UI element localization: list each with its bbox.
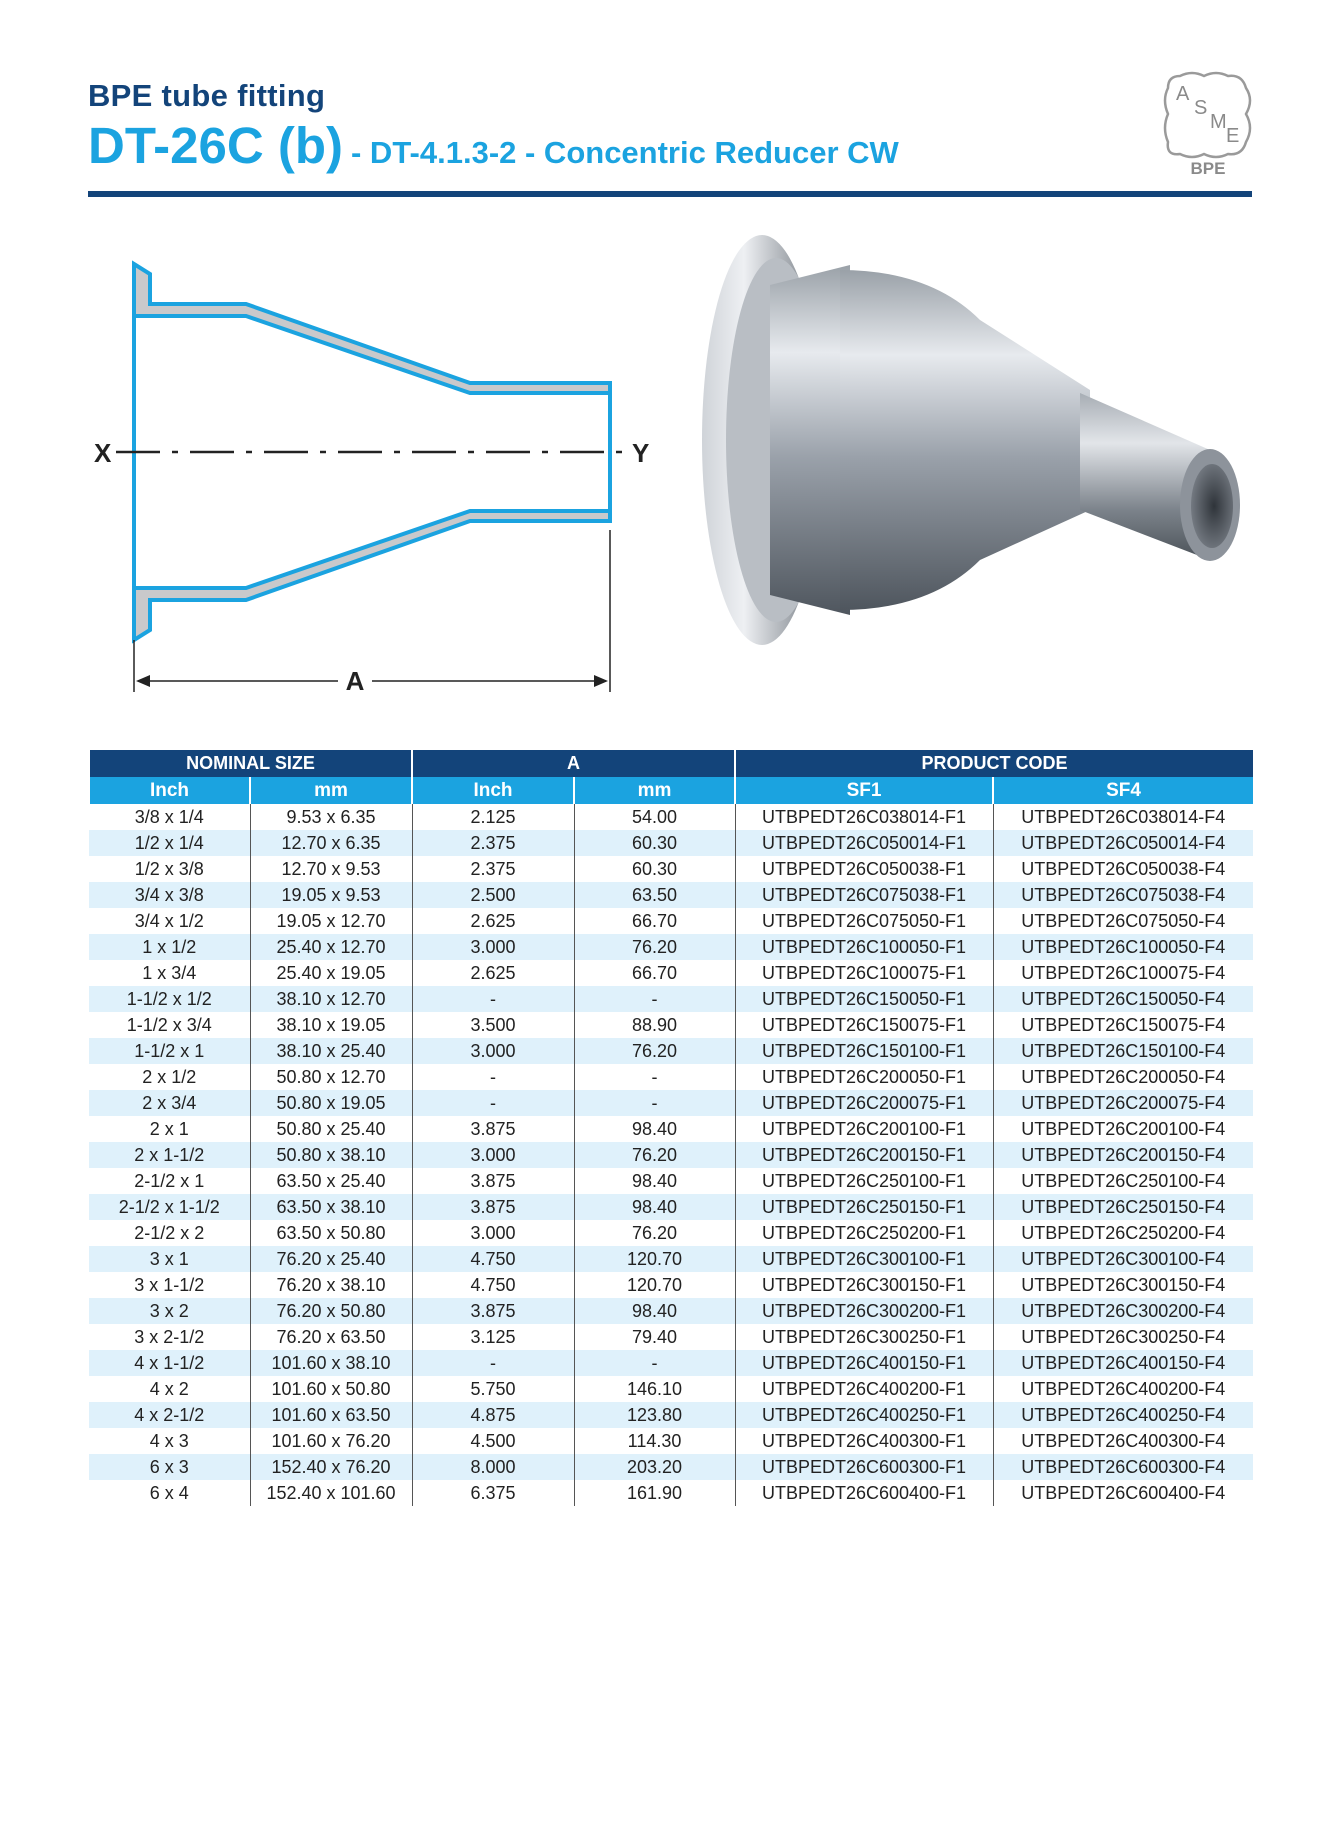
table-row (89, 1350, 1253, 1376)
cell-a-mm: 54.00 (574, 804, 735, 830)
cell-code-sf1: UTBPEDT26C400200-F1 (735, 1376, 993, 1402)
header-nominal-size: NOMINAL SIZE (89, 750, 412, 777)
cell-a-inch: 8.000 (412, 1454, 574, 1480)
cell-a-inch: 3.000 (412, 1220, 574, 1246)
cell-a-inch: 3.500 (412, 1012, 574, 1038)
cell-nominal-mm: 19.05 x 12.70 (250, 908, 412, 934)
cell-a-mm: - (574, 1090, 735, 1116)
cell-a-mm: 66.70 (574, 908, 735, 934)
table-row (89, 1298, 1253, 1324)
cell-nominal-mm: 76.20 x 38.10 (250, 1272, 412, 1298)
table-row (89, 1272, 1253, 1298)
subheader-a-mm: mm (574, 777, 735, 804)
cell-a-inch: 3.875 (412, 1298, 574, 1324)
cell-nominal-mm: 101.60 x 76.20 (250, 1428, 412, 1454)
cell-nominal-inch: 1-1/2 x 1 (89, 1038, 250, 1064)
axis-label-y: Y (632, 438, 650, 468)
logo-letter: A (1176, 83, 1190, 105)
table-row (89, 830, 1253, 856)
cell-a-mm: 63.50 (574, 882, 735, 908)
sub-header-row (89, 777, 1253, 804)
cell-a-inch: 4.750 (412, 1272, 574, 1298)
tube-bore (1191, 464, 1233, 548)
cell-a-inch: 4.500 (412, 1428, 574, 1454)
cell-code-sf4: UTBPEDT26C400200-F4 (993, 1376, 1253, 1402)
cell-a-inch: - (412, 1090, 574, 1116)
cell-nominal-mm: 12.70 x 9.53 (250, 856, 412, 882)
cell-code-sf1: UTBPEDT26C400250-F1 (735, 1402, 993, 1428)
cell-nominal-inch: 1-1/2 x 1/2 (89, 986, 250, 1012)
cell-a-inch: 6.375 (412, 1480, 574, 1506)
cell-a-inch: 2.500 (412, 882, 574, 908)
cell-code-sf1: UTBPEDT26C250150-F1 (735, 1194, 993, 1220)
cell-code-sf1: UTBPEDT26C300200-F1 (735, 1298, 993, 1324)
cell-code-sf1: UTBPEDT26C075038-F1 (735, 882, 993, 908)
cell-nominal-mm: 76.20 x 50.80 (250, 1298, 412, 1324)
cell-nominal-mm: 38.10 x 25.40 (250, 1038, 412, 1064)
cell-a-inch: 3.000 (412, 1038, 574, 1064)
cell-a-inch: - (412, 986, 574, 1012)
logo-letter: S (1194, 97, 1208, 119)
cell-nominal-inch: 4 x 1-1/2 (89, 1350, 250, 1376)
subheader-sf1: SF1 (735, 777, 993, 804)
cell-a-mm: 161.90 (574, 1480, 735, 1506)
spec-table (88, 750, 1253, 1506)
table-row (89, 1116, 1253, 1142)
cell-code-sf1: UTBPEDT26C100050-F1 (735, 934, 993, 960)
cell-code-sf1: UTBPEDT26C400300-F1 (735, 1428, 993, 1454)
cell-nominal-mm: 63.50 x 50.80 (250, 1220, 412, 1246)
cell-nominal-mm: 50.80 x 19.05 (250, 1090, 412, 1116)
cell-nominal-inch: 2-1/2 x 1 (134, 1170, 205, 1191)
table-row (89, 1454, 1253, 1480)
cell-code-sf1: UTBPEDT26C050014-F1 (735, 830, 993, 856)
cell-nominal-mm: 63.50 x 38.10 (250, 1194, 412, 1220)
cell-code-sf4: UTBPEDT26C100050-F4 (993, 934, 1253, 960)
cell-a-mm: 120.70 (574, 1246, 735, 1272)
cell-code-sf1: UTBPEDT26C050038-F1 (735, 856, 993, 882)
cell-code-sf1: UTBPEDT26C100075-F1 (735, 960, 993, 986)
header-product-code: PRODUCT CODE (735, 750, 1253, 777)
cell-code-sf4: UTBPEDT26C250150-F4 (993, 1194, 1253, 1220)
cell-nominal-inch: 3/8 x 1/4 (134, 806, 204, 827)
product-photo (690, 225, 1270, 745)
table-body (89, 804, 1253, 1506)
lower-wall (134, 511, 610, 640)
cell-a-inch: 4.750 (412, 1246, 574, 1272)
table-row (89, 1194, 1253, 1220)
cell-code-sf4: UTBPEDT26C050038-F4 (993, 856, 1253, 882)
cell-code-sf1: UTBPEDT26C250100-F1 (735, 1168, 993, 1194)
cell-a-mm: 114.30 (574, 1428, 735, 1454)
cell-nominal-mm: 63.50 x 25.40 (250, 1168, 412, 1194)
product-code-title: DT-26C (b) (88, 117, 343, 174)
table-row (89, 1038, 1253, 1064)
cell-code-sf1: UTBPEDT26C038014-F1 (735, 804, 993, 830)
cell-a-mm: 146.10 (574, 1376, 735, 1402)
cell-a-mm: - (574, 1350, 735, 1376)
cell-nominal-inch: 1 x 3/4 (142, 962, 197, 983)
cell-nominal-mm: 76.20 x 63.50 (250, 1324, 412, 1350)
asme-bpe-logo (1162, 70, 1254, 180)
cell-nominal-mm: 25.40 x 19.05 (250, 960, 412, 986)
table-row (89, 1246, 1253, 1272)
cell-a-inch: 2.375 (412, 830, 574, 856)
cell-code-sf4: UTBPEDT26C200100-F4 (993, 1116, 1253, 1142)
table-row (89, 908, 1253, 934)
cell-code-sf4: UTBPEDT26C100075-F4 (993, 960, 1253, 986)
cell-nominal-inch: 1 x 1/2 (89, 934, 250, 960)
cell-code-sf4: UTBPEDT26C250100-F4 (993, 1168, 1253, 1194)
cell-code-sf4: UTBPEDT26C200075-F4 (993, 1090, 1253, 1116)
cell-code-sf1: UTBPEDT26C200100-F1 (735, 1116, 993, 1142)
cell-code-sf4: UTBPEDT26C600300-F4 (993, 1454, 1253, 1480)
table-row (89, 1324, 1253, 1350)
cell-a-inch: 3.875 (412, 1194, 574, 1220)
cell-nominal-inch: 2 x 1 (149, 1118, 189, 1139)
cell-nominal-inch: 3 x 2 (89, 1298, 250, 1324)
cell-nominal-mm: 76.20 x 25.40 (250, 1246, 412, 1272)
cell-code-sf1: UTBPEDT26C150075-F1 (735, 1012, 993, 1038)
cell-code-sf1: UTBPEDT26C400150-F1 (735, 1350, 993, 1376)
logo-letter: E (1226, 125, 1240, 147)
cell-nominal-inch: 3/4 x 1/2 (134, 910, 204, 931)
cell-a-inch: 2.125 (412, 804, 574, 830)
cell-code-sf4: UTBPEDT26C400250-F4 (993, 1402, 1253, 1428)
cell-a-inch: - (412, 1064, 574, 1090)
cell-code-sf1: UTBPEDT26C200075-F1 (735, 1090, 993, 1116)
cell-a-mm: 88.90 (574, 1012, 735, 1038)
cell-a-inch: 3.000 (412, 934, 574, 960)
cell-code-sf1: UTBPEDT26C200150-F1 (735, 1142, 993, 1168)
dimension-label-a: A (345, 666, 365, 696)
table-row (89, 1480, 1253, 1506)
cell-nominal-mm: 12.70 x 6.35 (250, 830, 412, 856)
cell-nominal-mm: 50.80 x 12.70 (250, 1064, 412, 1090)
cell-code-sf1: UTBPEDT26C600300-F1 (735, 1454, 993, 1480)
cell-nominal-inch: 6 x 4 (149, 1482, 189, 1503)
cell-code-sf4: UTBPEDT26C150100-F4 (993, 1038, 1253, 1064)
cell-nominal-mm: 38.10 x 12.70 (250, 986, 412, 1012)
table-row (89, 1402, 1253, 1428)
cell-code-sf1: UTBPEDT26C250200-F1 (735, 1220, 993, 1246)
cell-code-sf4: UTBPEDT26C075050-F4 (993, 908, 1253, 934)
cell-code-sf4: UTBPEDT26C075038-F4 (993, 882, 1253, 908)
cell-nominal-inch: 2 x 1-1/2 (89, 1142, 250, 1168)
cell-nominal-inch: 4 x 2-1/2 (89, 1402, 250, 1428)
table-row (89, 882, 1253, 908)
cell-nominal-mm: 25.40 x 12.70 (250, 934, 412, 960)
cell-a-mm: 98.40 (574, 1168, 735, 1194)
cell-code-sf4: UTBPEDT26C600400-F4 (993, 1480, 1253, 1506)
cell-nominal-inch: 6 x 3 (89, 1454, 250, 1480)
table-row (89, 934, 1253, 960)
table-row (89, 1220, 1253, 1246)
table-row (89, 804, 1253, 830)
cell-nominal-mm: 101.60 x 50.80 (250, 1376, 412, 1402)
logo-letter: M (1210, 111, 1227, 133)
cell-nominal-inch: 3/4 x 3/8 (89, 882, 250, 908)
cell-a-inch: 2.625 (412, 960, 574, 986)
cell-a-mm: 203.20 (574, 1454, 735, 1480)
cell-a-inch: 3.875 (412, 1168, 574, 1194)
upper-wall (134, 264, 610, 393)
cell-nominal-inch: 1-1/2 x 3/4 (126, 1014, 212, 1035)
table-row (89, 856, 1253, 882)
product-subtitle: - DT-4.1.3-2 - Concentric Reducer CW (351, 135, 899, 170)
cell-nominal-inch: 2-1/2 x 2 (134, 1222, 205, 1243)
cell-a-inch: 4.875 (412, 1402, 574, 1428)
cell-a-mm: 98.40 (574, 1194, 735, 1220)
table-row (89, 1376, 1253, 1402)
cell-code-sf4: UTBPEDT26C150075-F4 (993, 1012, 1253, 1038)
cell-a-inch: 3.875 (412, 1116, 574, 1142)
cell-nominal-inch: 2-1/2 x 1-1/2 (89, 1194, 250, 1220)
cell-nominal-inch: 2 x 3/4 (89, 1090, 250, 1116)
table-row (89, 1142, 1253, 1168)
cell-code-sf4: UTBPEDT26C300100-F4 (993, 1246, 1253, 1272)
cell-code-sf4: UTBPEDT26C300250-F4 (993, 1324, 1253, 1350)
cell-nominal-mm: 101.60 x 38.10 (250, 1350, 412, 1376)
header-a: A (412, 750, 735, 777)
cell-code-sf1: UTBPEDT26C150050-F1 (735, 986, 993, 1012)
cell-code-sf1: UTBPEDT26C300250-F1 (735, 1324, 993, 1350)
cell-nominal-inch: 3 x 1-1/2 (134, 1274, 205, 1295)
table-row (89, 960, 1253, 986)
cell-a-mm: 76.20 (574, 934, 735, 960)
cell-a-mm: 76.20 (574, 1220, 735, 1246)
axis-label-x: X (94, 438, 112, 468)
cell-a-inch: 2.625 (412, 908, 574, 934)
table-row (89, 1168, 1253, 1194)
cell-a-inch: - (412, 1350, 574, 1376)
cell-a-mm: 66.70 (574, 960, 735, 986)
cell-code-sf1: UTBPEDT26C300100-F1 (735, 1246, 993, 1272)
cell-nominal-mm: 152.40 x 101.60 (250, 1480, 412, 1506)
cell-nominal-inch: 1/2 x 1/4 (89, 830, 250, 856)
product-category: BPE tube fitting (88, 78, 326, 113)
cell-a-mm: 123.80 (574, 1402, 735, 1428)
group-header-row (89, 750, 1253, 777)
cell-code-sf4: UTBPEDT26C038014-F4 (993, 804, 1253, 830)
cell-code-sf1: UTBPEDT26C150100-F1 (735, 1038, 993, 1064)
cell-a-mm: - (574, 1064, 735, 1090)
cell-a-mm: 98.40 (574, 1116, 735, 1142)
subheader-mm: mm (250, 777, 412, 804)
cell-nominal-mm: 38.10 x 19.05 (250, 1012, 412, 1038)
cell-a-mm: 60.30 (574, 830, 735, 856)
cell-code-sf4: UTBPEDT26C150050-F4 (993, 986, 1253, 1012)
cell-nominal-mm: 101.60 x 63.50 (250, 1402, 412, 1428)
subheader-inch: Inch (89, 777, 250, 804)
cell-nominal-inch: 1/2 x 3/8 (134, 858, 204, 879)
cell-nominal-mm: 50.80 x 38.10 (250, 1142, 412, 1168)
cell-a-mm: 76.20 (574, 1038, 735, 1064)
cell-code-sf1: UTBPEDT26C300150-F1 (735, 1272, 993, 1298)
cell-code-sf1: UTBPEDT26C075050-F1 (735, 908, 993, 934)
cell-a-mm: 76.20 (574, 1142, 735, 1168)
cell-code-sf4: UTBPEDT26C300150-F4 (993, 1272, 1253, 1298)
cell-code-sf1: UTBPEDT26C600400-F1 (735, 1480, 993, 1506)
table-row (89, 1064, 1253, 1090)
cell-nominal-mm: 50.80 x 25.40 (250, 1116, 412, 1142)
cell-nominal-mm: 9.53 x 6.35 (250, 804, 412, 830)
cell-code-sf4: UTBPEDT26C300200-F4 (993, 1298, 1253, 1324)
cell-code-sf4: UTBPEDT26C400300-F4 (993, 1428, 1253, 1454)
logo-caption: BPE (1190, 159, 1226, 178)
cell-a-inch: 3.000 (412, 1142, 574, 1168)
cell-a-mm: 79.40 (574, 1324, 735, 1350)
cell-code-sf4: UTBPEDT26C050014-F4 (993, 830, 1253, 856)
cell-code-sf4: UTBPEDT26C200050-F4 (993, 1064, 1253, 1090)
table-row (89, 1090, 1253, 1116)
page-header (88, 78, 1252, 175)
cell-nominal-inch: 2 x 1/2 (142, 1066, 197, 1087)
cell-a-inch: 5.750 (412, 1376, 574, 1402)
cell-a-inch: 3.125 (412, 1324, 574, 1350)
table-row (89, 1012, 1253, 1038)
cell-nominal-inch: 4 x 3 (149, 1430, 189, 1451)
cell-a-inch: 2.375 (412, 856, 574, 882)
cross-section-drawing (88, 240, 688, 720)
table-row (89, 1428, 1253, 1454)
cell-a-mm: 120.70 (574, 1272, 735, 1298)
cell-nominal-inch: 3 x 2-1/2 (134, 1326, 205, 1347)
cone-body (840, 270, 1090, 610)
cell-code-sf4: UTBPEDT26C200150-F4 (993, 1142, 1253, 1168)
header-rule (88, 191, 1252, 197)
cell-nominal-inch: 3 x 1 (89, 1246, 250, 1272)
cell-nominal-inch: 4 x 2 (149, 1378, 189, 1399)
cell-a-mm: 60.30 (574, 856, 735, 882)
title-line (88, 116, 1252, 175)
table-row (89, 986, 1253, 1012)
cell-nominal-mm: 19.05 x 9.53 (250, 882, 412, 908)
cell-code-sf4: UTBPEDT26C250200-F4 (993, 1220, 1253, 1246)
cell-nominal-mm: 152.40 x 76.20 (250, 1454, 412, 1480)
subheader-sf4: SF4 (993, 777, 1253, 804)
subheader-a-inch: Inch (412, 777, 574, 804)
cell-code-sf4: UTBPEDT26C400150-F4 (993, 1350, 1253, 1376)
cell-code-sf1: UTBPEDT26C200050-F1 (735, 1064, 993, 1090)
cell-a-mm: 98.40 (574, 1298, 735, 1324)
cell-a-mm: - (574, 986, 735, 1012)
